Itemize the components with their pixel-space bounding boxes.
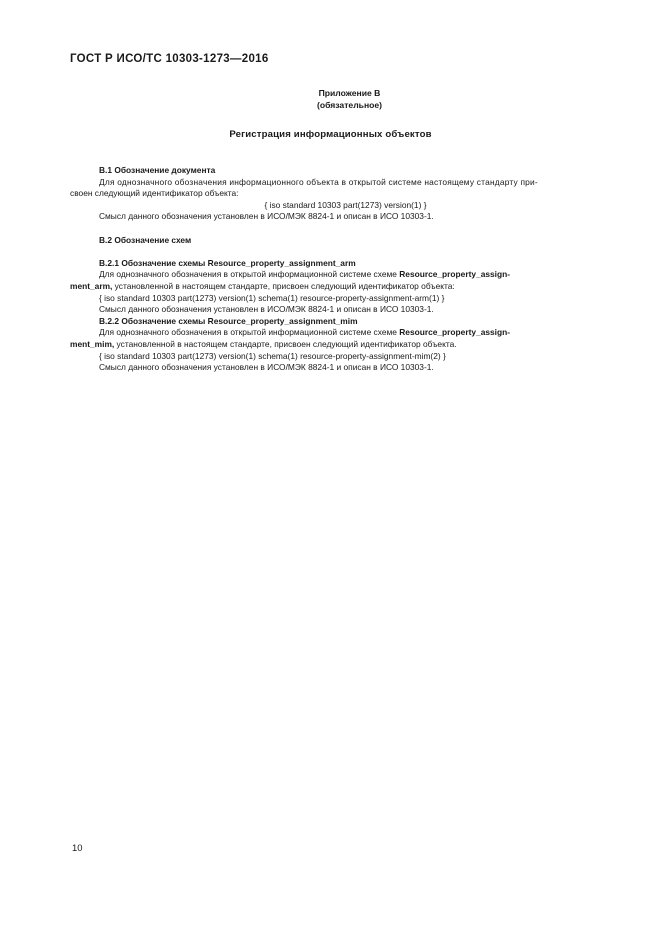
paragraph-b21-lead: Для однозначного обозначения в открытой информационной системе схеме xyxy=(99,269,400,280)
schema-name-b21-part2: ment_arm, xyxy=(70,280,113,291)
heading-b2: B.2 Обозначение схем xyxy=(99,234,192,245)
heading-b1: B.1 Обозначение документа xyxy=(99,165,216,175)
paragraph-b21-meaning: Смысл данного обозначения установлен в ИСО/МЭК 8824-1 и описан в ИСО 10303-1. xyxy=(99,304,434,315)
paragraph-b1-meaning: Смысл данного обозначения установлен в ИСО/МЭК 8824-1 и описан в ИСО 10303-1. xyxy=(99,211,434,222)
annex-status: (обязательное) xyxy=(316,99,383,110)
annex-heading-block xyxy=(0,88,661,111)
paragraph-b21-line1 xyxy=(70,269,591,281)
heading-b21-prefix: B.2.1 Обозначение схемы xyxy=(99,257,208,268)
paragraph-b1-intro-line2-wrap xyxy=(70,188,591,200)
heading-b21-schema: Resource_property_assignment_arm xyxy=(207,257,356,268)
paragraph-b21-tail: установленной в настоящем стандарте, присвоен следующий идентификатор объекта: xyxy=(112,280,455,291)
paragraph-b22-meaning: Смысл данного обозначения установлен в ИСО/МЭК 8824-1 и описан в ИСО 10303-1. xyxy=(99,362,434,373)
page-number: 10 xyxy=(72,842,83,853)
paragraph-b1-intro xyxy=(70,177,591,189)
heading-b22-schema: Resource_property_assignment_mim xyxy=(207,315,358,326)
paragraph-b22-lead: Для однозначного обозначения в открытой информационной системе схеме xyxy=(99,327,400,338)
schema-name-b22-part1: Resource_property_assign- xyxy=(399,327,511,338)
annex-label: Приложение В xyxy=(318,88,381,98)
schema-name-b22-part2: ment_mim, xyxy=(70,338,115,349)
identifier-b22: { iso standard 10303 part(1273) version(1) schema(1) resource-property-assignment-mim(2) } xyxy=(99,350,446,361)
paragraph-b21-line2 xyxy=(70,281,591,293)
paragraph-b1-intro-line1: Для однозначного обозначения информационного объекта в открытой системе настоящему стандарту при- xyxy=(99,176,538,187)
document-body xyxy=(70,165,591,374)
running-head: ГОСТ Р ИСО/ТС 10303-1273—2016 xyxy=(70,53,269,65)
paragraph-b1-intro-line2: своен следующий идентификатор объекта: xyxy=(70,188,239,199)
heading-b22-prefix: B.2.2 Обозначение схемы xyxy=(99,315,208,326)
heading-b22 xyxy=(70,316,591,328)
paragraph-b22-line1 xyxy=(70,327,591,339)
schema-name-b21-part1: Resource_property_assign- xyxy=(399,269,511,280)
identifier-b21: { iso standard 10303 part(1273) version(1) schema(1) resource-property-assignment-arm(1) } xyxy=(99,292,445,303)
page-title: Регистрация информационных объектов xyxy=(229,129,432,140)
heading-b21 xyxy=(70,258,591,270)
identifier-b1: { iso standard 10303 part(1273) version(1) } xyxy=(264,199,427,210)
paragraph-b22-line2 xyxy=(70,339,591,351)
paragraph-b22-tail: установленной в настоящем стандарте, присвоен следующий идентификатор объекта. xyxy=(114,338,457,349)
